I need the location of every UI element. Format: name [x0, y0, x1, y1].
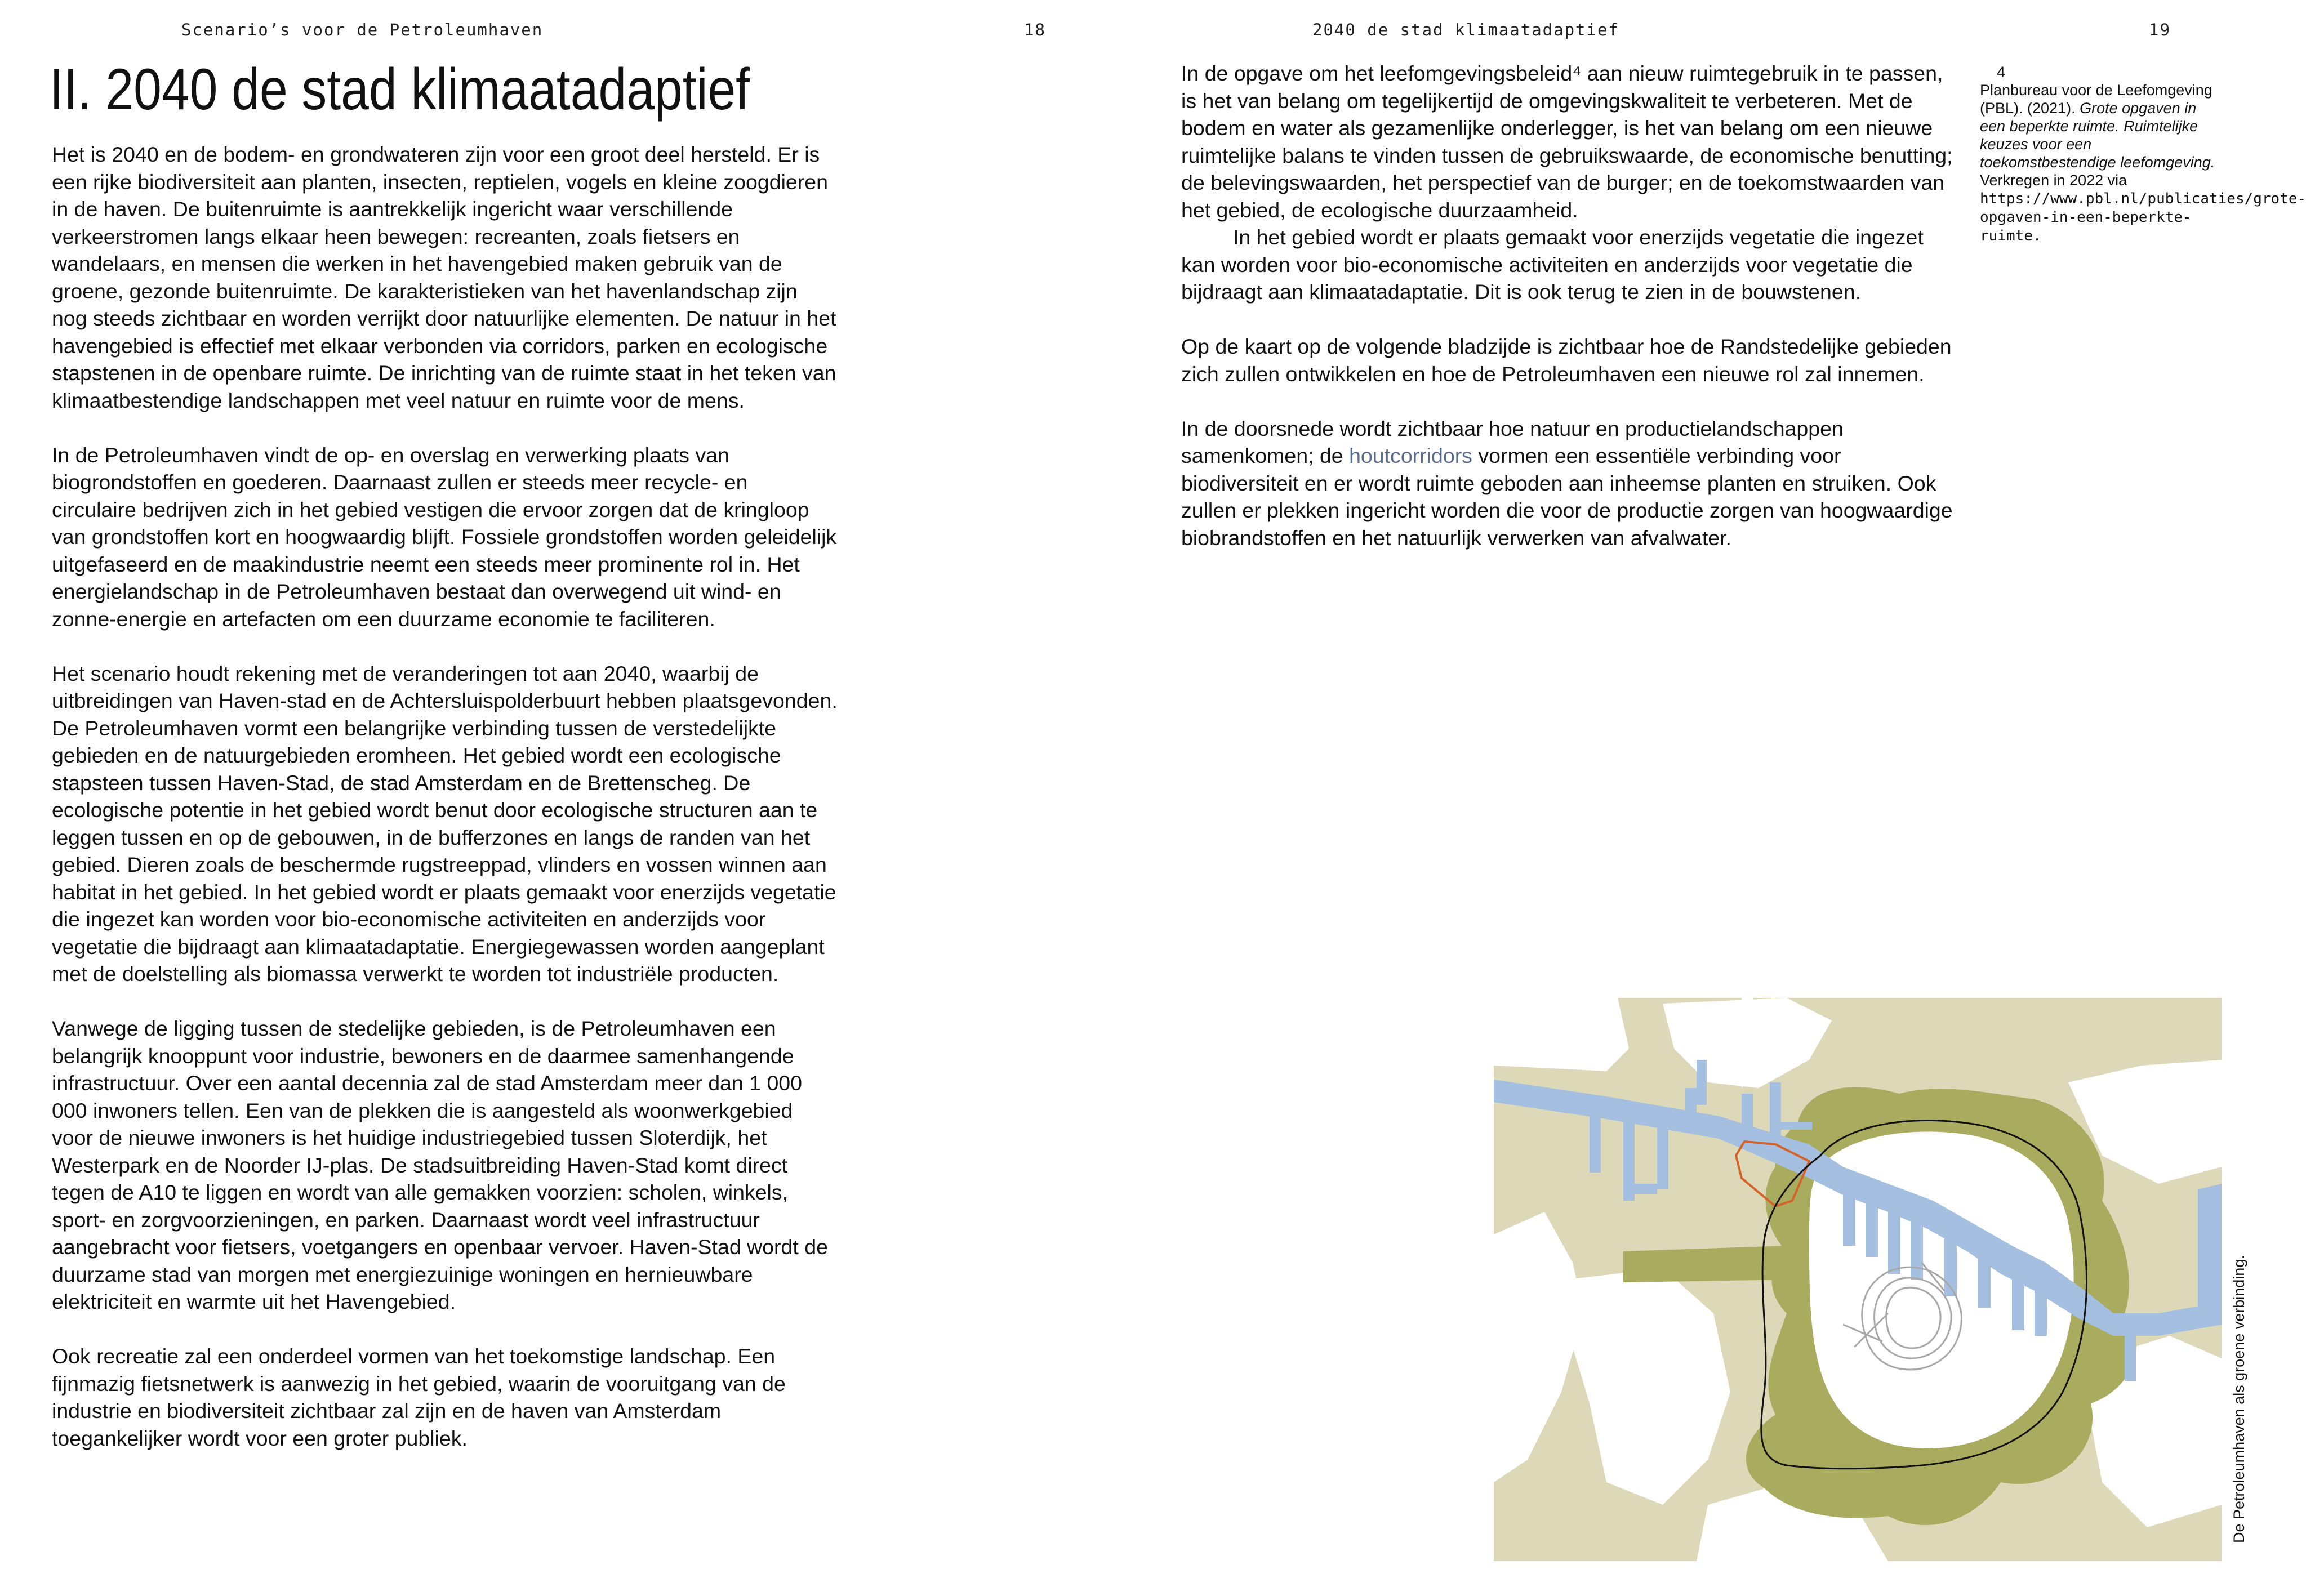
- map-urban-nw: [1494, 998, 1629, 1071]
- left-paragraph-5: Ook recreatie zal een onderdeel vormen van het toekomstige landschap. Een fijnmazig fietsnetwerk is aanwezig in het gebied, waarin de vooruitgang van de industrie en biodiversiteit zichtbaar zal zijn en de haven van Amsterdam toegankelijker wordt voor een groter publiek.: [52, 1344, 786, 1450]
- running-head-right: 2040 de stad klimaatadaptief: [1312, 20, 1619, 39]
- page-number-right: 19: [2149, 20, 2171, 39]
- footnote-number: 4: [1997, 64, 2006, 81]
- p4-text-before: In de doorsnede wordt zichtbaar hoe natuur en productielandschappen samenkomen; de: [1181, 416, 1844, 467]
- left-paragraph-4: Vanwege de ligging tussen de stedelijke gebieden, is de Petroleumhaven een belangrijk knooppunt voor industrie, bewoners en de daarmee samenhangende infrastructuur. Over een aantal decennia zal de stad Amsterdam meer dan 1 000 000 inwoners tellen. Een van de plekken die is aangesteld als woonwerkgebied voor de nieuwe inwoners is het huidige industriegebied tussen Sloterdijk, het Westerpark en de Noorder IJ-plas. De stadsuitbreiding Haven-Stad komt direct tegen de A10 te liggen en wordt van alle gemakken voorzien: scholen, winkels, sport- en zorgvoorzieningen, en parken. Daarnaast wordt veel infrastructuur aangebracht voor fietsers, voetgangers en openbaar vervoer. Haven-Stad wordt de duurzame stad van morgen met energiezuinige woningen en hernieuwbare elektriciteit en warmte uit het Havengebied.: [52, 1017, 828, 1313]
- left-body-text: [52, 141, 838, 1452]
- footnote-url: https://www.pbl.nl/publicaties/grote-opgaven-in-een-beperkte-ruimte.: [1980, 190, 2306, 244]
- footnote-text-after: Verkregen in 2022 via: [1980, 172, 2127, 189]
- right-body-text: [1181, 60, 1961, 551]
- footnote-text-before: Planbureau voor de Leefomgeving (PBL). (2021).: [1980, 82, 2212, 117]
- left-paragraph-2: In de Petroleumhaven vindt de op- en overslag en verwerking plaats van biogrondstoffen en goederen. Daarnaast zullen er steeds meer recycle- en circulaire bedrijven zich in het gebied vestigen die ervoor zorgen dat de kringloop van grondstoffen kort en hoogwaardig blijft. Fossiele grondstoffen worden geleidelijk uitgefaseerd en de maakindustrie neemt een steeds meer prominente rol in. Het energielandschap in de Petroleumhaven bestaat dan overwegend uit wind- en zonne-energie en artefacten om een duurzame economie te faciliteren.: [52, 443, 837, 631]
- map-caption: De Petroleumhaven als groene verbinding.: [2231, 1255, 2247, 1543]
- right-paragraph-3: Op de kaart op de volgende bladzijde is zichtbaar hoe de Randstedelijke gebieden zich zullen ontwikkelen en hoe de Petroleumhaven een nieuwe rol zal innemen.: [1181, 335, 1952, 386]
- left-paragraph-3: Het scenario houdt rekening met de veranderingen tot aan 2040, waarbij de uitbreidingen van Haven-stad en de Achtersluispolderbuurt hebben plaatsgevonden. De Petroleumhaven vormt een belangrijke verbinding tussen de verstedelijkte gebieden en de natuurgebieden eromheen. Het gebied wordt een ecologische stapsteen tussen Haven-Stad, de stad Amsterdam en de Brettenscheg. De ecologische potentie in het gebied wordt benut door ecologische structuren aan te leggen tussen en op de gebouwen, in de bufferzones en langs de randen van het gebied. Dieren zoals de beschermde rugstreeppad, vlinders en vossen winnen aan habitat in het gebied. In het gebied wordt er plaats gemaakt voor enerzijds vegetatie die ingezet kan worden voor bio-economische activiteiten en anderzijds voor vegetatie die bijdraagt aan klimaatadaptatie. Energiegewassen worden aangeplant met de doelstelling als biomassa verwerkt te worden tot industriële producten.: [52, 661, 838, 986]
- map-green-corridor: [1623, 1246, 1792, 1282]
- footnote: [1980, 63, 2306, 245]
- right-paragraph-1: In de opgave om het leefomgevingsbeleid⁴ aan nieuw ruimtegebruik in te passen, is het van belang om tegelijkertijd de omgevingskwaliteit te verbeteren. Met de bodem en water als gezamenlijke onderlegger, is het van belang om een nieuwe ruimtelijke balans te vinden tussen de gebruikswaarde, de economische benutting; de belevingswaarden, het perspectief van de burger; en de toekomstwaarden van het gebied, de ecologische duurzaamheid.: [1181, 61, 1953, 222]
- footnote-title: Grote opgaven in een beperkte ruimte. Ruimtelijke keuzes voor een toekomstbestendige leefomgeving.: [1980, 100, 2215, 171]
- right-paragraph-2: In het gebied wordt er plaats gemaakt voor enerzijds vegetatie die ingezet kan worden voor bio-economische activiteiten en anderzijds voor vegetatie die bijdraagt aan klimaatadaptatie. Dit is ook terug te zien in de bouwstenen.: [1181, 225, 1924, 304]
- page-number-left: 18: [1024, 20, 1046, 39]
- page-title: II. 2040 de stad klimaatadaptief: [50, 57, 750, 122]
- green-connection-map: [1494, 998, 2222, 1561]
- houtcorridors-highlight: houtcorridors: [1349, 444, 1472, 467]
- map-water-east: [2198, 1184, 2222, 1313]
- running-head-left: Scenario’s voor de Petroleumhaven: [181, 20, 544, 39]
- p4-text-after: vormen een essentiële verbinding voor biodiversiteit en er wordt ruimte geboden aan inheemse planten en struiken. Ook zullen er plekken ingericht worden die voor de productie zorgen van hoogwaardige biobrandstoffen en het natuurlijk verwerken van afvalwater.: [1181, 444, 1953, 550]
- right-paragraph-4: [1181, 415, 1961, 552]
- left-paragraph-1: Het is 2040 en de bodem- en grondwateren zijn voor een groot deel hersteld. Er is een rijke biodiversiteit aan planten, insecten, reptielen, vogels en kleine zoogdieren in de haven. De buitenruimte is aantrekkelijk ingericht waar verschillende verkeerstromen langs elkaar heen bewegen: recreanten, zoals fietsers en wandelaars, en mensen die werken in het havengebied maken gebruik van de groene, gezonde buitenruimte. De karakteristieken van het havenlandschap zijn nog steeds zichtbaar en worden verrijkt door natuurlijke elementen. De natuur in het havengebied is effectief met elkaar verbonden via corridors, parken en ecologische stapstenen in de openbare ruimte. De inrichting van de ruimte staat in het teken van klimaatbestendige landschappen met veel natuur en ruimte voor de mens.: [52, 142, 836, 412]
